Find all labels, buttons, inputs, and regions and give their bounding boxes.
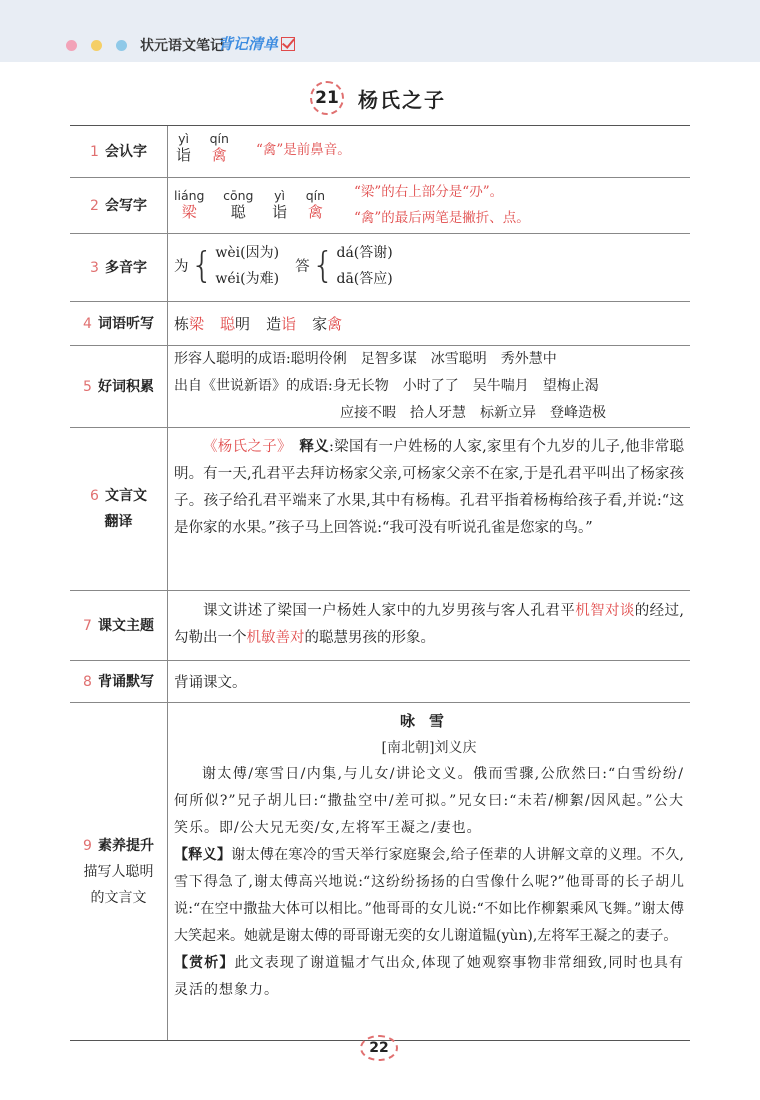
reading: dā(答应): [336, 270, 393, 287]
character: 诣: [272, 203, 288, 221]
character: 梁: [181, 203, 197, 221]
row-content: [168, 126, 690, 177]
char-item: [223, 188, 253, 221]
character: 诣: [176, 146, 192, 164]
character: 答: [295, 259, 310, 275]
highlight: 机智对谈: [575, 603, 635, 619]
checklist-label: [218, 33, 295, 54]
character: 为: [174, 259, 189, 275]
row-label: [70, 302, 168, 345]
row-label-text: 会认字: [104, 143, 147, 160]
char-item: [176, 131, 191, 164]
reading: wéi(为难): [215, 270, 280, 287]
char: 造: [266, 315, 282, 333]
char-item: [210, 131, 229, 164]
table-row: [70, 661, 690, 703]
char-item: [174, 188, 204, 221]
page-title: 杨氏之子: [358, 87, 446, 112]
note: “禽”的最后两笔是撇折、点。: [354, 210, 530, 226]
book-title: 《杨氏之子》: [203, 439, 285, 455]
row-label: [70, 703, 168, 1040]
classical-text-title: 咏雪: [399, 712, 458, 730]
appreciation-paragraph: [174, 950, 684, 1004]
row-label-text: 多音字: [104, 259, 147, 276]
recite-text: 背诵课文。: [174, 675, 247, 691]
decorative-dots: [66, 40, 127, 51]
character: 禽: [211, 146, 227, 164]
row-content: [168, 234, 690, 301]
theme-paragraph: [174, 598, 684, 652]
row-label-text: 背诵默写: [97, 673, 154, 690]
row-content: [168, 346, 690, 427]
char-item: [306, 188, 325, 221]
row-label-text: 词语听写: [97, 315, 154, 332]
char-highlight: 禽: [327, 315, 343, 333]
translation-paragraph: [174, 434, 684, 542]
brace-icon: {: [311, 244, 335, 286]
dictation-word: [220, 313, 250, 334]
tag-label: 释义: [299, 439, 329, 455]
polyphone-item: [174, 240, 279, 292]
lesson-number: 21: [310, 81, 344, 115]
char: 明: [235, 315, 251, 333]
page-header: [0, 0, 760, 62]
row-label-text: 课文主题: [97, 617, 154, 634]
row-label-text: 的文言文: [90, 889, 147, 906]
row-label: [70, 234, 168, 301]
row-content: [168, 428, 690, 590]
char-item: [272, 188, 287, 221]
row-number: 2: [90, 197, 99, 214]
row-label-text: 文言文: [104, 488, 147, 504]
dictation-word: [266, 313, 296, 334]
row-content: [168, 178, 690, 233]
row-number: 6: [90, 488, 99, 504]
text: 课文讲述了梁国一户杨姓人家中的九岁男孩与客人孔君平: [203, 603, 576, 619]
row-label-text: 描写人聪明: [83, 863, 154, 880]
row-label: [70, 178, 168, 233]
row-content: [168, 302, 690, 345]
dictation-word: [174, 313, 204, 334]
row-label: [70, 591, 168, 660]
idiom-line: 形容人聪明的成语:聪明伶俐 足智多谋 冰雪聪明 秀外慧中: [174, 351, 557, 367]
table-row: [70, 346, 690, 428]
table-row: [70, 591, 690, 661]
note: “禽”是前鼻音。: [256, 142, 351, 158]
brace-icon: {: [190, 244, 214, 286]
idiom-line: 出自《世说新语》的成语:身无长物 小时了了 吴牛喘月 望梅止渴: [174, 378, 599, 394]
translation-text: 谢太傅在寒冷的雪天举行家庭聚会,给子侄辈的人讲解文章的义理。不久,雪下得急了,谢太傅高兴地说:“这纷纷扬扬的白雪像什么呢?”他哥哥的长子胡儿说:“在空中撒盐大体可以相比。”他哥哥的女儿说:“不如比作柳絮乘风飞舞。”谢太傅大笑起来。她就是谢太傅的哥哥谢无奕的女儿谢道韫(yùn),左将军王凝之的妻子。: [174, 847, 684, 944]
table-row: [70, 178, 690, 234]
row-number: 1: [90, 143, 99, 160]
readings: [215, 240, 279, 292]
table-row: [70, 302, 690, 346]
checkmark-icon: [281, 37, 295, 51]
reading: dá(答谢): [336, 244, 393, 261]
note: “梁”的右上部分是“刅”。: [354, 184, 504, 200]
row-label: [70, 346, 168, 427]
row-label-text: 素养提升: [97, 837, 154, 854]
author: [南北朝]刘义庆: [381, 740, 477, 756]
table-row: [70, 126, 690, 178]
char: 栋: [174, 315, 190, 333]
character: 禽: [307, 203, 323, 221]
dictation-word: [312, 313, 342, 334]
checklist-text: 背记清单: [218, 35, 279, 53]
row-label-text: 会写字: [104, 197, 147, 214]
row-label: [70, 661, 168, 702]
row-number: 3: [90, 259, 99, 276]
row-content: [168, 703, 690, 1040]
table-row: [70, 234, 690, 302]
yellow-dot-icon: [91, 40, 102, 51]
character: 聪: [230, 203, 246, 221]
row-label-text: 翻译: [104, 514, 133, 530]
pinyin: yì: [274, 188, 286, 203]
table-row: [70, 428, 690, 591]
translation-text: :梁国有一户姓杨的人家,家里有个九岁的儿子,他非常聪明。有一天,孔君平去拜访杨家父亲,可杨家父亲不在家,于是孔君平叫出了杨家孩子。孩子给孔君平端来了水果,其中有杨梅。孔君平指着杨梅给孩子看,并说:“这是你家的水果。”孩子马上回答说:“我可没有听说孔雀是您家的鸟。”: [174, 439, 685, 536]
appreciation-text: 此文表现了谢道韫才气出众,体现了她观察事物非常细致,同时也具有灵活的想象力。: [174, 955, 684, 998]
highlight: 机敏善对: [246, 630, 305, 646]
readings: [336, 240, 392, 292]
pinyin: qín: [209, 131, 229, 146]
original-text: 谢太傅/寒雪日/内集,与儿女/讲论文义。俄而雪骤,公欣然曰:“白雪纷纷/何所似?”兄子胡儿曰:“撒盐空中/差可拟。”兄女曰:“未若/柳絮/因风起。”公大笑乐。即/公大兄无奕/女,左将军王凝之/妻也。: [174, 766, 684, 836]
text: 的聪慧男孩的形象。: [304, 630, 435, 646]
translation-paragraph: [174, 842, 684, 950]
char-highlight: 聪: [220, 315, 236, 333]
row-number: 5: [83, 378, 92, 395]
row-content: [168, 661, 690, 702]
idiom-line: 应接不暇 拾人牙慧 标新立异 登峰造极: [340, 405, 606, 421]
blue-dot-icon: [116, 40, 127, 51]
row-label-text: 好词积累: [97, 378, 154, 395]
tag-label: 【释义】: [174, 847, 232, 863]
tag-label: 【赏析】: [174, 955, 235, 971]
row-number: 9: [83, 837, 92, 854]
char-highlight: 诣: [281, 315, 297, 333]
pinyin: cōng: [223, 188, 254, 203]
row-number: 7: [83, 617, 92, 634]
lesson-heading: [310, 80, 446, 116]
pinyin: yì: [178, 131, 189, 146]
notes-table: [70, 125, 690, 1041]
char: 家: [312, 315, 328, 333]
table-row: [70, 703, 690, 1041]
text: 的经过,勾勒出一个: [174, 603, 685, 646]
brand-name: 状元语文笔记: [140, 38, 224, 54]
pinyin: qín: [305, 188, 326, 203]
row-number: 8: [83, 673, 92, 690]
row-label: [70, 428, 168, 590]
char-highlight: 梁: [189, 315, 205, 333]
reading: wèi(因为): [215, 244, 280, 261]
row-label: [70, 126, 168, 177]
pink-dot-icon: [66, 40, 77, 51]
pinyin: liáng: [174, 188, 205, 203]
row-number: 4: [83, 315, 92, 332]
polyphone-item: [295, 240, 393, 292]
page-number: 22: [360, 1035, 398, 1061]
row-content: [168, 591, 690, 660]
